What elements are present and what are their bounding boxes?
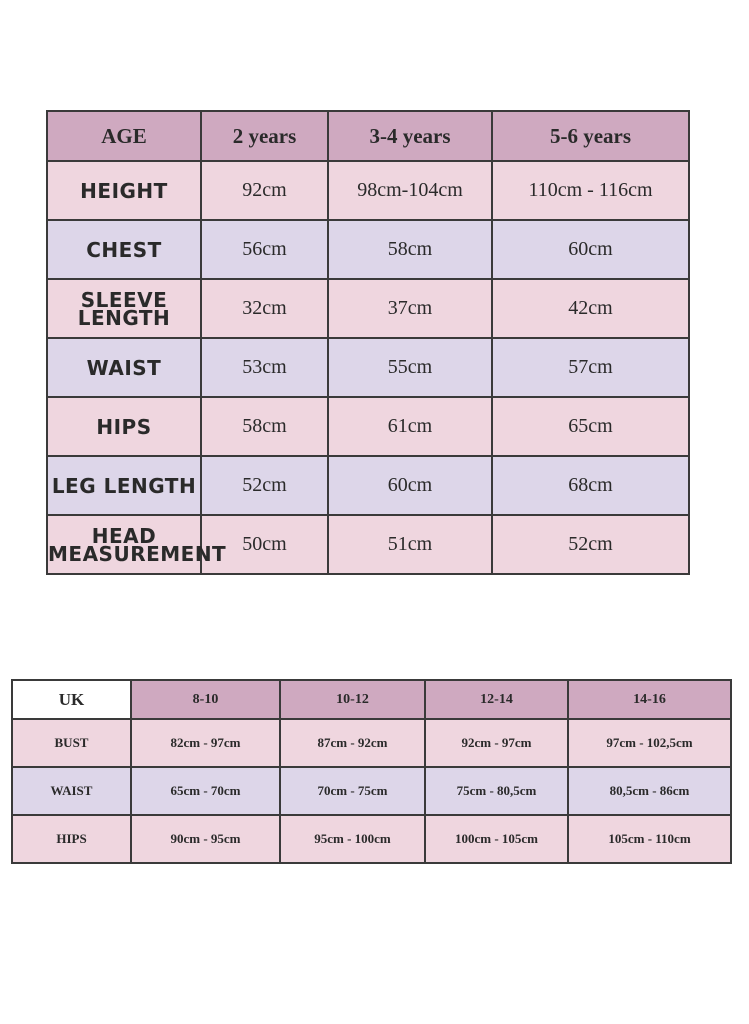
- table-cell: 52cm: [201, 456, 328, 515]
- row-label: WAIST: [12, 767, 131, 815]
- table-cell: 37cm: [328, 279, 492, 338]
- table-cell: 87cm - 92cm: [280, 719, 425, 767]
- table-cell: 42cm: [492, 279, 689, 338]
- table-cell: 105cm - 110cm: [568, 815, 731, 863]
- header-cell-uk: UK: [12, 680, 131, 719]
- table-cell: 110cm - 116cm: [492, 161, 689, 220]
- table-header-row: [12, 680, 731, 719]
- table-row: [47, 515, 689, 574]
- table-cell: 50cm: [201, 515, 328, 574]
- header-cell: 10-12: [280, 680, 425, 719]
- table-cell: 100cm - 105cm: [425, 815, 568, 863]
- row-label: CHEST: [47, 220, 201, 279]
- row-label-line: HEAD: [91, 523, 157, 548]
- table-cell: 92cm - 97cm: [425, 719, 568, 767]
- table-cell: 80,5cm - 86cm: [568, 767, 731, 815]
- header-cell: 3-4 years: [328, 111, 492, 161]
- table-row: [47, 338, 689, 397]
- header-cell: 5-6 years: [492, 111, 689, 161]
- table-row: [47, 456, 689, 515]
- row-label-line: MEASUREMENT: [48, 541, 227, 566]
- header-cell: 2 years: [201, 111, 328, 161]
- table-cell: 82cm - 97cm: [131, 719, 280, 767]
- table-cell: 56cm: [201, 220, 328, 279]
- header-cell: 14-16: [568, 680, 731, 719]
- table-cell: 98cm-104cm: [328, 161, 492, 220]
- row-label: WAIST: [47, 338, 201, 397]
- header-cell: 8-10: [131, 680, 280, 719]
- table-header-row: [47, 111, 689, 161]
- row-label: HEIGHT: [47, 161, 201, 220]
- table-cell: 60cm: [492, 220, 689, 279]
- table-row: [12, 815, 731, 863]
- table-cell: 53cm: [201, 338, 328, 397]
- table-cell: 32cm: [201, 279, 328, 338]
- table-cell: 68cm: [492, 456, 689, 515]
- row-label: LEG LENGTH: [47, 456, 201, 515]
- table-row: [47, 161, 689, 220]
- table-row: [12, 719, 731, 767]
- row-label: HIPS: [12, 815, 131, 863]
- table-cell: 57cm: [492, 338, 689, 397]
- table-cell: 65cm - 70cm: [131, 767, 280, 815]
- table-row: [47, 220, 689, 279]
- table-row: [47, 397, 689, 456]
- table-cell: 61cm: [328, 397, 492, 456]
- table-cell: 58cm: [328, 220, 492, 279]
- table-row: [12, 767, 731, 815]
- women-size-table: [11, 679, 732, 864]
- table-cell: 55cm: [328, 338, 492, 397]
- table-cell: 60cm: [328, 456, 492, 515]
- table-cell: 65cm: [492, 397, 689, 456]
- table-cell: 92cm: [201, 161, 328, 220]
- table-cell: 95cm - 100cm: [280, 815, 425, 863]
- row-label: SLEEVE LENGTH: [47, 279, 201, 338]
- row-label: BUST: [12, 719, 131, 767]
- table-cell: 90cm - 95cm: [131, 815, 280, 863]
- table-cell: 51cm: [328, 515, 492, 574]
- kids-size-table: [46, 110, 690, 575]
- table-cell: 75cm - 80,5cm: [425, 767, 568, 815]
- table-cell: 70cm - 75cm: [280, 767, 425, 815]
- table-cell: 97cm - 102,5cm: [568, 719, 731, 767]
- table-row: [47, 279, 689, 338]
- table-cell: 58cm: [201, 397, 328, 456]
- row-label: HIPS: [47, 397, 201, 456]
- header-cell: 12-14: [425, 680, 568, 719]
- header-cell-age: AGE: [47, 111, 201, 161]
- table-cell: 52cm: [492, 515, 689, 574]
- row-label: [47, 515, 227, 574]
